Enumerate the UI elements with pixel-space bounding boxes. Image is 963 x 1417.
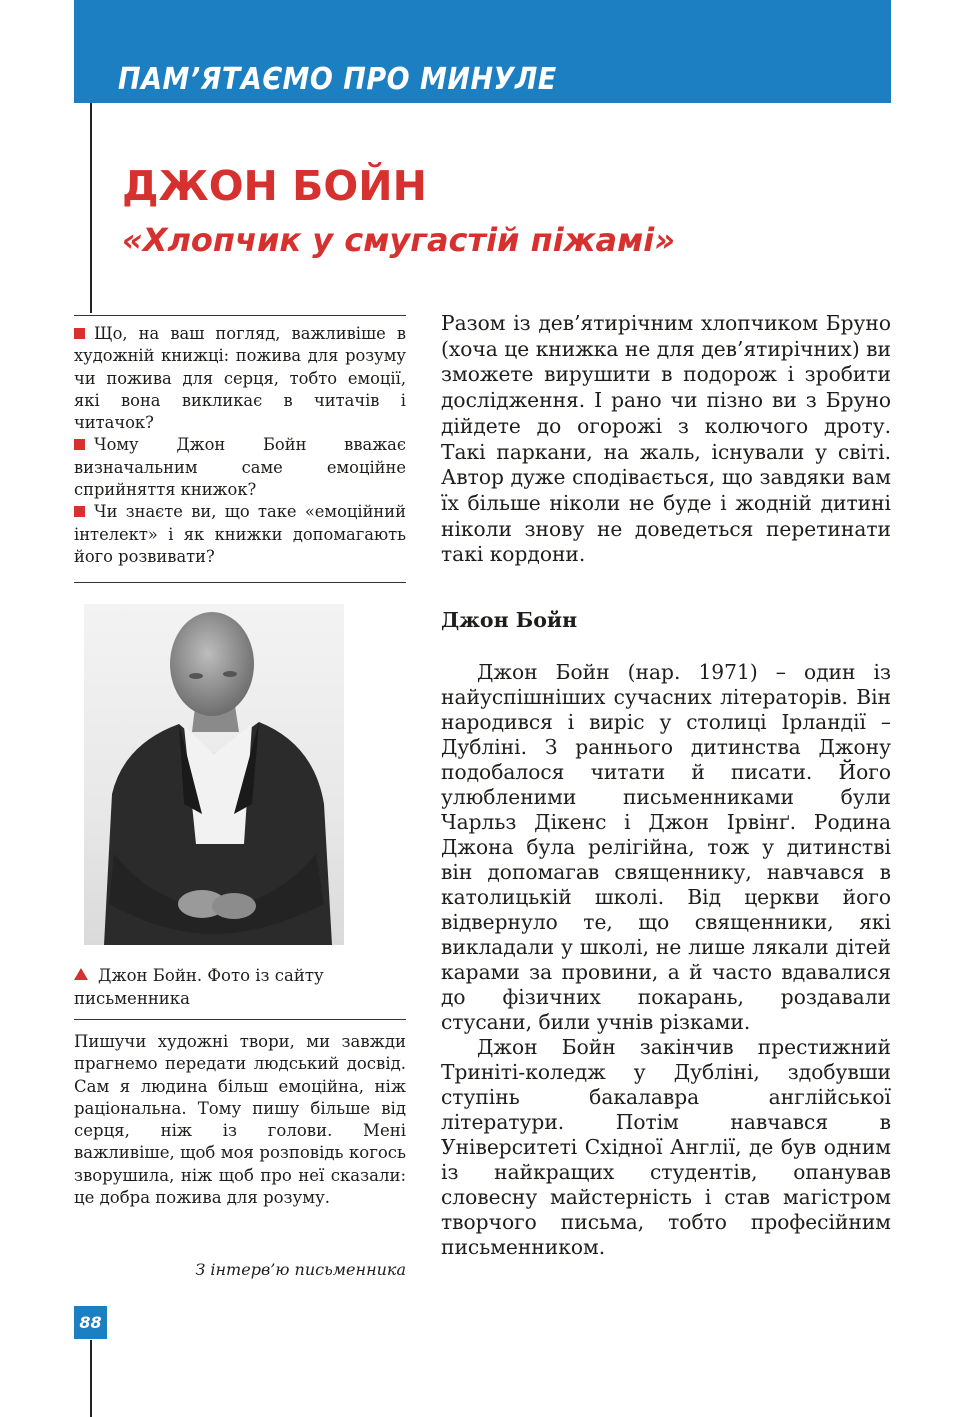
vertical-rule (90, 1340, 92, 1417)
bio-heading: Джон Бойн (441, 608, 578, 632)
photo-caption: Джон Бойн. Фото із сайту письменника (74, 966, 324, 1008)
bio-paragraph: Джон Бойн закінчив престижний Триніті-коледж у Дубліні, здобувши ступінь бакалавра англійської літератури. Потім навчався в Університеті Східної Англії, де був одним із найкращих студентів, опанував словесну майстерність і став магістром творчого письма, тобто професійним письменником. (441, 1035, 891, 1259)
biography (441, 660, 891, 1260)
divider (74, 315, 406, 316)
page-number: 88 (74, 1306, 107, 1339)
intro-paragraph: Разом із дев’ятирічним хлопчиком Бруно (хоча це книжка не для дев’ятирічних) ви зможете вирушити в подорож і зробити дослідження. І рано чи пізно ви з Бруно дійдете до огорожі з колючого дроту. Такі паркани, на жаль, існували у світі. Автор дуже сподівається, що завдяки вам їх більше ніколи не буде і жодній дитині ніколи знову не доведеться перетинати такі кордони. (441, 311, 891, 567)
section-label: ПАМ’ЯТАЄМО ПРО МИНУЛЕ (118, 62, 557, 97)
triangle-marker-icon (74, 968, 88, 980)
square-bullet-icon (74, 506, 85, 517)
author-photo (84, 604, 344, 945)
work-title: «Хлопчик у смугастій піжамі» (122, 221, 676, 259)
quote-attribution: З інтерв’ю письменника (195, 1260, 406, 1279)
discussion-questions (74, 323, 406, 568)
author-title: ДЖОН БОЙН (122, 162, 427, 210)
question-item: Що, на ваш погляд, важливіше в художній книжці: пожива для розуму чи пожива для серця, тобто емоції, які вона викликає в читачів і читачок? (74, 324, 406, 433)
question-item: Чому Джон Бойн вважає визначальним саме емоційне сприйняття книжок? (74, 435, 406, 500)
vertical-rule (90, 103, 92, 313)
square-bullet-icon (74, 328, 85, 339)
divider (74, 1019, 406, 1020)
square-bullet-icon (74, 439, 85, 450)
divider (74, 582, 406, 583)
author-quote: Пишучи художні твори, ми завжди прагнемо передати людський досвід. Сам я людина більш емоційна, ніж раціональна. Тому пишу більше від серця, ніж із голови. Мені важливіше, щоб моя розповідь когось зворушила, ніж щоб про неї сказали: це добра пожива для розуму. (74, 1032, 406, 1208)
question-item: Чи знаєте ви, що таке «емоційний інтелект» і як книжки допомагають його розвивати? (74, 502, 406, 566)
bio-paragraph: Джон Бойн (нар. 1971) – один із найуспішніших сучасних літераторів. Він народився і виріс у столиці Ірландії – Дубліні. З раннього дитинства Джону подобалося читати й писати. Його улюбленими письменниками були Чарльз Дікенс і Джон Ірвінґ. Родина Джона була релігійна, тож у дитинстві він допомагав священнику, навчався в католицькій школі. Від церкви його відвернуло те, що священники, які викладали у школі, не лише лякали дітей карами за провини, а й часто вдавалися до фізичних покарань, роздавали стусани, били учнів різками. (441, 660, 891, 1034)
